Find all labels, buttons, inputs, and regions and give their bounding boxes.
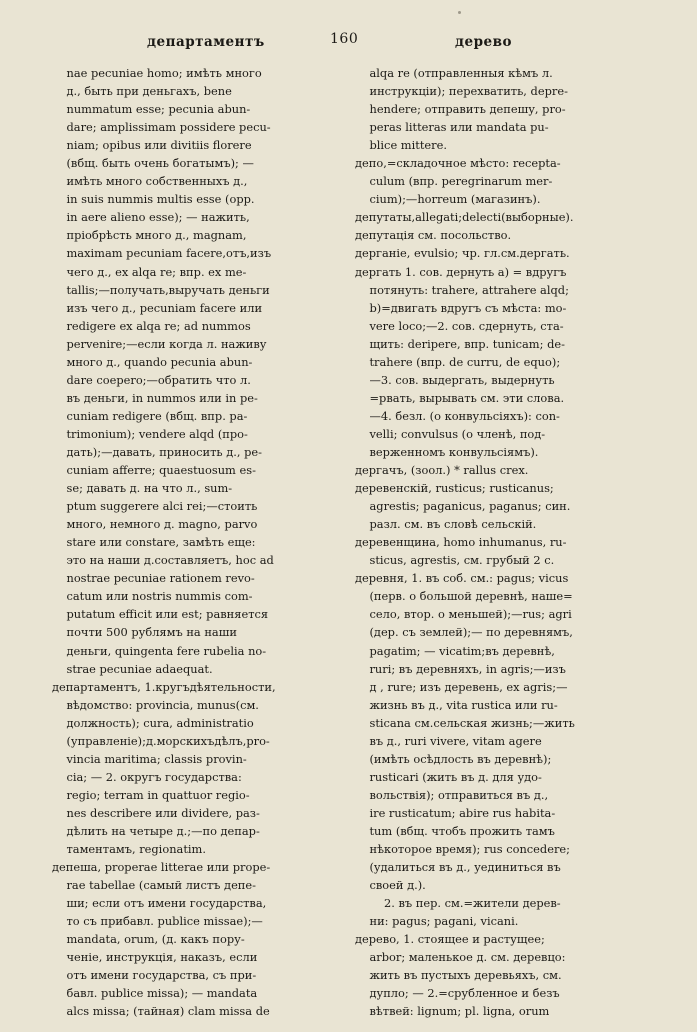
text-line: д., быть при деньгахъ, bene (52, 84, 232, 99)
text-line: дупло; — 2.=срубленное и безъ (355, 986, 560, 1001)
text-line: таментамъ, regionatim. (52, 842, 206, 857)
text-line: вѣтвей: lignum; pl. ligna, orum (355, 1004, 550, 1019)
header-right-word: дерево (455, 34, 512, 50)
text-line: b)=двигать вдругъ съ мѣста: mo- (355, 300, 567, 315)
text-line: дергачъ, (зоол.) * rallus crex. (355, 463, 529, 478)
text-line: regio; terram in quattuor regio- (52, 787, 250, 802)
text-line: инструкціи); перехватить, depre- (355, 84, 568, 99)
text-line: nes describere или dividere, раз- (52, 805, 260, 820)
text-line: почти 500 рублямъ на наши (52, 625, 237, 640)
text-line: деньги, quingenta fere rubelia no- (52, 643, 267, 658)
text-line: ruri; въ деревняхъ, in agris;—изъ (355, 661, 566, 676)
text-line: niam; opibus или divitiis florere (52, 138, 252, 153)
text-line: rusticari (жить въ д. для удо- (355, 769, 542, 784)
text-line: депутація см. посольство. (355, 228, 512, 243)
text-line: верженномъ конвульсіямъ). (355, 444, 539, 459)
text-line: въ д., ruri vivere, vitam agere (355, 733, 542, 748)
text-line: velli; convulsus (о членѣ, под- (355, 426, 546, 441)
text-line: дерганіе, evulsio; чр. гл.см.дергать. (355, 246, 570, 261)
text-line: департаментъ, 1.кругъдѣятельности, (52, 679, 276, 694)
text-line: strae pecuniae adaequat. (52, 661, 213, 676)
text-line: потянуть: trahere, attrahere alqd; (355, 282, 569, 297)
text-line: (управленіе);д.морскихъдѣлъ,pro- (52, 733, 270, 748)
text-line: mandata, orum, (д. какъ пору- (52, 932, 245, 947)
text-line: вѣдомство: provincia, munus(см. (52, 697, 259, 712)
text-line: дать);—давать, приносить д., pe- (52, 444, 262, 459)
text-line: село, втор. о меньшей);—rus; agri (355, 607, 572, 622)
text-line: maximam pecuniam facere,отъ,изъ (52, 246, 272, 261)
text-line: —4. безл. (о конвульсіяхъ): con- (355, 408, 560, 423)
text-line: это на наши д.составляетъ, hoc ad (52, 553, 274, 568)
text-line: putatum efficit или est; равняется (52, 607, 269, 622)
text-line: blice mittere. (355, 138, 447, 153)
text-line: nummatum esse; pecunia abun- (52, 102, 251, 117)
left-column (52, 64, 343, 1020)
text-line: депо,=складочное мѣсто: recepta- (355, 156, 561, 171)
text-line: дерево, 1. стоящее и растущее; (355, 932, 545, 947)
text-line: cium);—horreum (магазинъ). (355, 192, 541, 207)
text-line: (дер. съ землей);— по деревнямъ, (355, 625, 573, 640)
text-line: ire rusticatum; abire rus habita- (355, 805, 556, 820)
text-line: nostrae pecuniae rationem revo- (52, 571, 255, 586)
text-line: бавл. publice missa); — mandata (52, 986, 258, 1001)
text-line: pagatim; — vicatim;въ деревнѣ, (355, 643, 555, 658)
text-line: должность); cura, administratio (52, 715, 254, 730)
header-left-word: департаментъ (147, 34, 265, 50)
right-column (355, 64, 647, 1020)
text-line: жить въ пустыхъ деревьяхъ, см. (355, 968, 562, 983)
text-line: много д., quando pecunia abun- (52, 354, 253, 369)
text-line: чего д., ex alqa re; впр. ex me- (52, 264, 247, 279)
text-line: alcs missa; (тайная) clam missa de (52, 1004, 270, 1019)
text-line: catum или nostris nummis com- (52, 589, 253, 604)
text-line: agrestis; paganicus, paganus; син. (355, 499, 571, 514)
text-line: dare coepero;—обратить что л. (52, 372, 251, 387)
text-line: щить: deripere, впр. tunicam; de- (355, 336, 565, 351)
text-line: nae pecuniae homo; имѣть много (52, 66, 262, 80)
text-line: =рвать, вырывать см. эти слова. (355, 390, 565, 405)
text-line: нѣкоторое время); rus concedere; (355, 842, 570, 857)
text-line: отъ имени государства, съ при- (52, 968, 257, 983)
text-line: деревенщина, homo inhumanus, ru- (355, 535, 567, 550)
text-line: in suis nummis multis esse (opp. (52, 192, 255, 207)
text-line: trimonium); vendere alqd (про- (52, 426, 248, 441)
text-line: stare или constare, замѣть еще: (52, 535, 256, 550)
text-line: alqa re (отправленныя кѣмъ л. (355, 66, 553, 80)
text-line: trahere (впр. de curru, de equo); (355, 354, 561, 369)
text-line: cuniam afferre; quaestuosum es- (52, 463, 256, 478)
page-number: 160 (330, 31, 359, 47)
text-line: (имѣть осѣдлость въ деревнѣ); (355, 751, 552, 766)
text-line: cia; — 2. округъ государства: (52, 769, 242, 784)
text-line: своей д.). (355, 878, 426, 893)
text-line: vincia maritima; classis provin- (52, 751, 247, 766)
text-line: (перв. о большой деревнѣ, наше= (355, 589, 573, 604)
text-line: ши; если отъ имени государства, (52, 896, 267, 911)
text-line: ченіе, инструкція, наказъ, если (52, 950, 258, 965)
text-line: arbor; маленькое д. см. деревцо: (355, 950, 566, 965)
text-line: redigere ex alqa re; ad nummos (52, 318, 251, 333)
text-line: деревенскій, rusticus; rusticanus; (355, 481, 554, 496)
text-line: изъ чего д., pecuniam facere или (52, 300, 263, 315)
text-line: дергать 1. сов. дернуть а) = вдругъ (355, 264, 567, 279)
text-line: —3. сов. выдергать, выдернуть (355, 372, 555, 387)
text-line: cuniam redigere (вбщ. впр. pa- (52, 408, 248, 423)
text-line: много, немного д. magno, parvo (52, 517, 258, 532)
ink-speck (458, 11, 461, 14)
text-line: 2. въ пер. см.=жители дерев- (355, 896, 561, 911)
text-line: дѣлить на четыре д.;—по депар- (52, 823, 260, 838)
text-line: (вбщ. быть очень богатымъ); — (52, 156, 254, 171)
text-line: culum (впр. peregrinarum mer- (355, 174, 553, 189)
text-line: то съ прибавл. publice missae);— (52, 914, 263, 929)
text-line: вольствія); отправиться въ д., (355, 787, 549, 802)
text-line: se; давать д. на что л., sum- (52, 481, 233, 496)
text-line: жизнь въ д., vita rustica или ru- (355, 697, 558, 712)
text-line: dare; amplissimam possidere pecu- (52, 120, 271, 135)
text-line: ptum suggerere alci rei;—стоить (52, 499, 258, 514)
text-line: vere loco;—2. сов. сдернуть, ста- (355, 318, 564, 333)
text-line: ни: pagus; pagani, vicani. (355, 914, 519, 929)
text-line: д , rure; изъ деревень, ex agris;— (355, 679, 568, 694)
text-line: въ деньги, in nummos или in pe- (52, 390, 258, 405)
text-line: hendere; отправить депешу, pro- (355, 102, 566, 117)
text-line: sticus, agrestis, см. грубый 2 с. (355, 553, 555, 568)
text-line: sticana см.сельская жизнь;—жить (355, 715, 575, 730)
text-line: разл. см. въ словѣ сельскій. (355, 517, 537, 532)
text-line: pervenire;—если когда л. наживу (52, 336, 267, 351)
text-line: депеша, properae litterae или prope- (52, 860, 271, 875)
running-head (0, 31, 697, 56)
text-line: имѣть много собственныхъ д., (52, 174, 248, 189)
text-line: tum (вбщ. чтобъ прожить тамъ (355, 823, 555, 838)
text-line: (удалиться въ д., уединиться въ (355, 860, 561, 875)
text-line: in aere alieno esse); — нажить, (52, 210, 250, 225)
text-line: деревня, 1. въ соб. см.: pagus; vicus (355, 571, 569, 586)
text-line: peras litteras или mandata pu- (355, 120, 549, 135)
text-line: пріобрѣсть много д., magnam, (52, 228, 247, 243)
text-line: rae tabellae (самый листъ депе- (52, 878, 256, 893)
text-line: депутаты,allegati;delecti(выборные). (355, 210, 574, 225)
text-line: tallis;—получать,выручать деньги (52, 282, 270, 297)
